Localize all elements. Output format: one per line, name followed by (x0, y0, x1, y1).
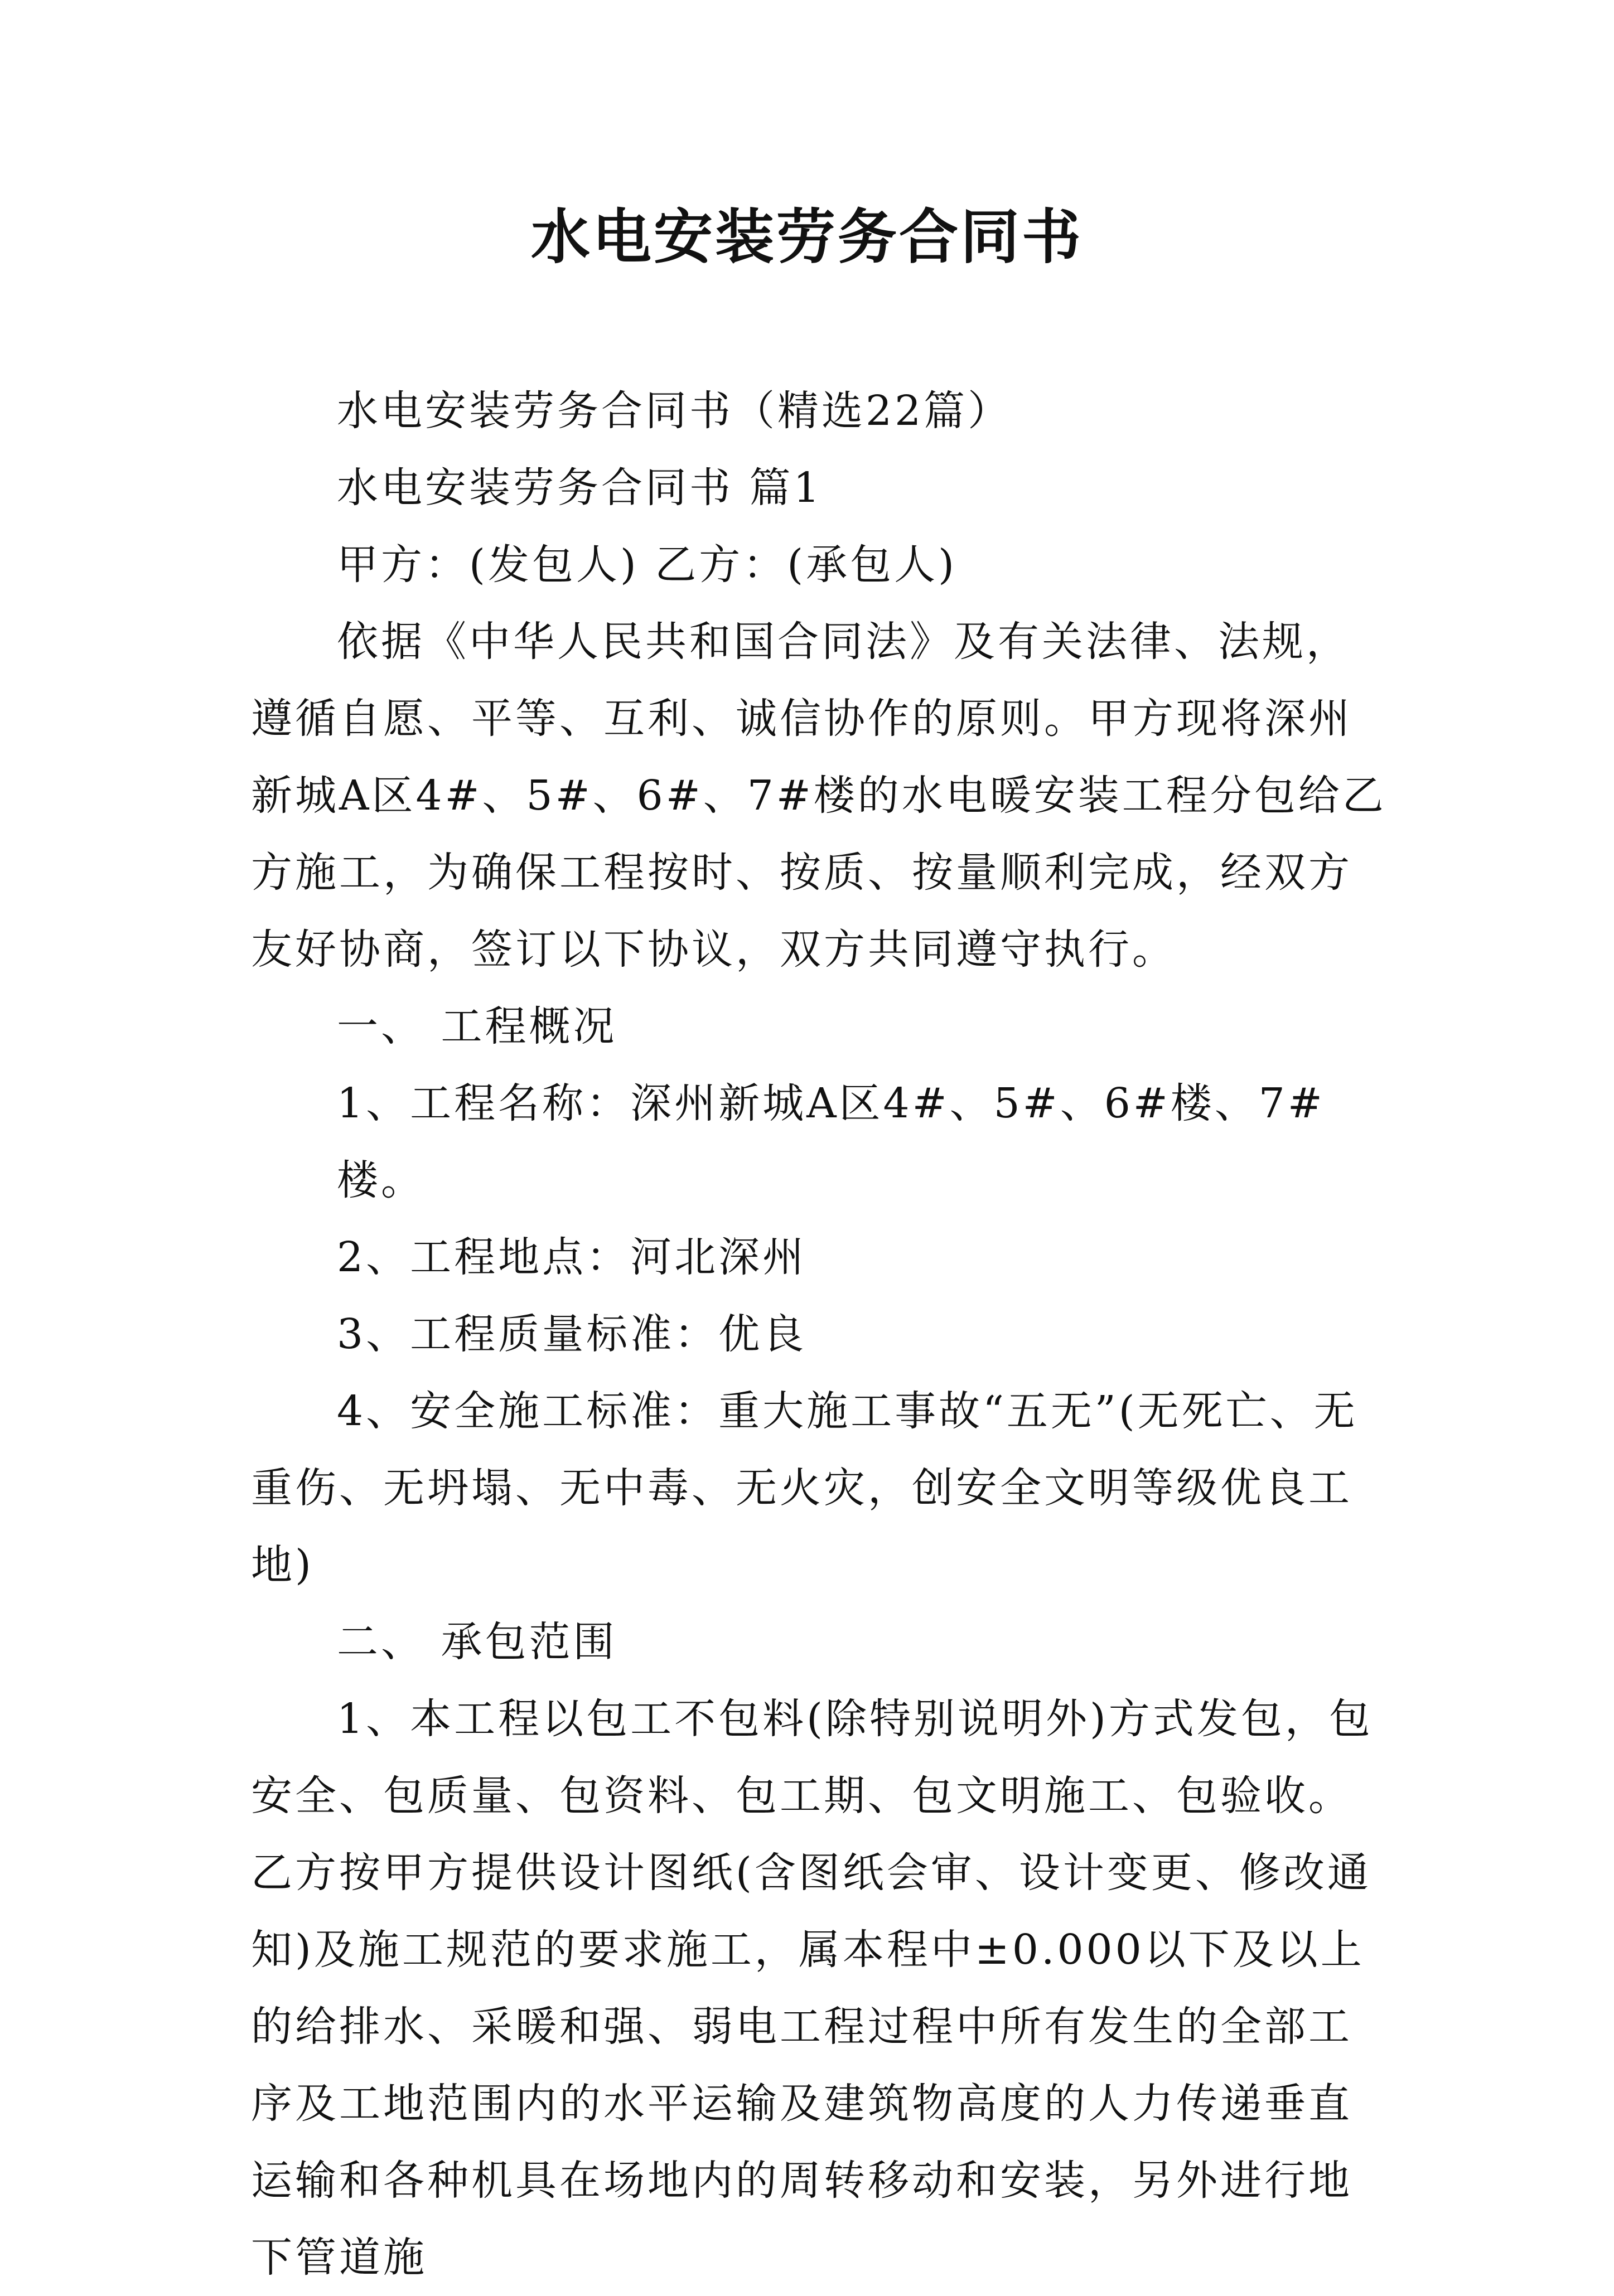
section-heading-scope: 二、 承包范围 (337, 1618, 617, 1666)
paragraph-scope-1: 1、本工程以包工不包料(除特别说明外)方式发包，包安全、包质量、包资料、包工期、包文明施工、包验收。乙方按甲方提供设计图纸(含图纸会审、设计变更、修改通知)及施工规范的要求施工，属本程中±0.000以下及以上的给排水、采暖和强、弱电工程过程中所有发生的全部工序及工地范围内的水平运输及建筑物高度的人力传递垂直运输和各种机具在场地内的周转移动和安装，另外进行地下管道施 (251, 1695, 1373, 2282)
paragraph-subtitle: 水电安装劳务合同书（精选22篇） (337, 387, 1012, 435)
paragraph-parties: 甲方：(发包人) 乙方：(承包人) (337, 541, 958, 589)
paragraph-item-4: 4、安全施工标准：重大施工事故“五无”(无死亡、无重伤、无坍塌、无中毒、无火灾，创安全文明等级优良工地) (251, 1387, 1358, 1589)
document-title: 水电安装劳务合同书 (531, 202, 1083, 272)
paragraph-item-2: 2、工程地点：河北深州 (337, 1233, 807, 1281)
paragraph-item-1: 1、工程名称：深州新城A区4#、5#、6#楼、7#楼。 (337, 1079, 1325, 1204)
paragraph-item-3: 3、工程质量标准：优良 (337, 1310, 807, 1358)
paragraph-preamble: 依据《中华人民共和国合同法》及有关法律、法规，遵循自愿、平等、互利、诚信协作的原则。甲方现将深州新城A区4#、5#、6#、7#楼的水电暖安装工程分包给乙方施工，为确保工程按时、按质、按量顺利完成，经双方友好协商，签订以下协议，双方共同遵守执行。 (251, 618, 1386, 973)
section-heading-overview: 一、 工程概况 (337, 1002, 617, 1050)
paragraph-part-heading: 水电安装劳务合同书 篇1 (337, 464, 823, 512)
document-body (251, 372, 1389, 2296)
